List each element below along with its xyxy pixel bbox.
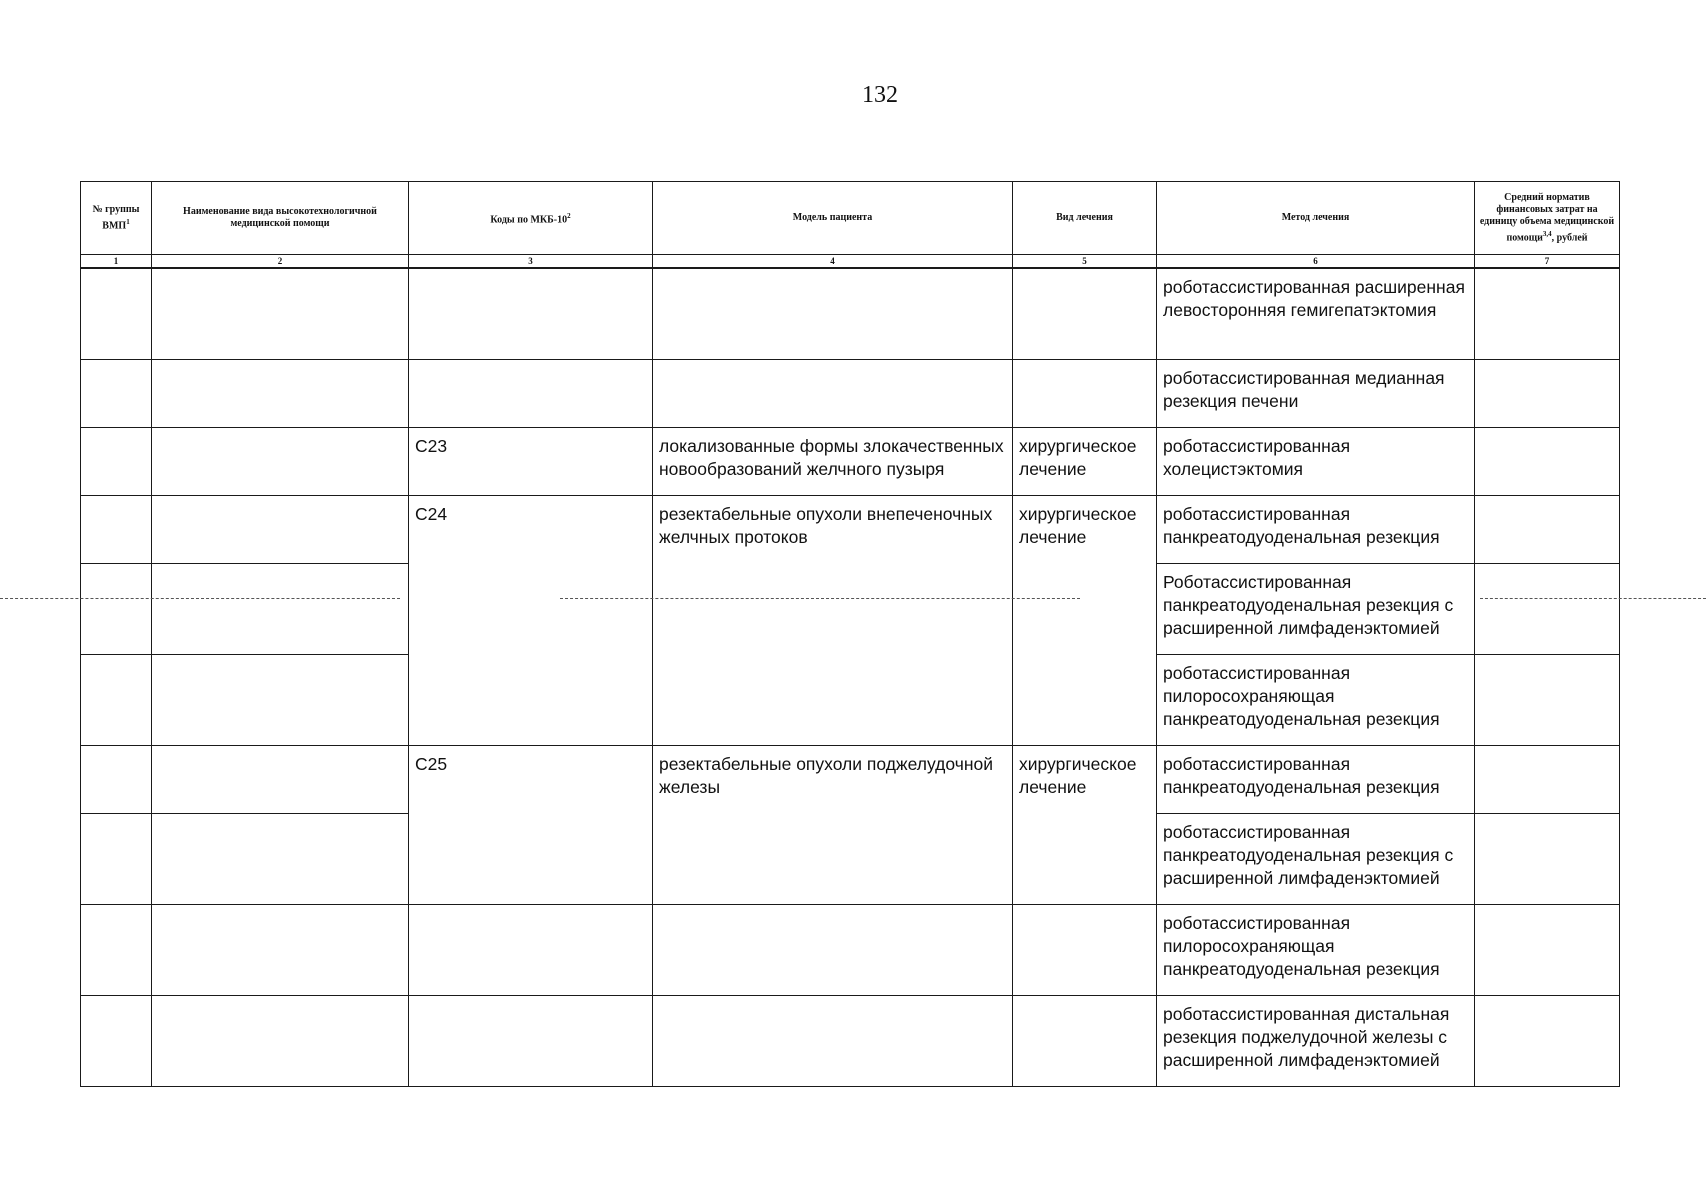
cell-cost: [1475, 904, 1620, 995]
table-row: [81, 745, 1620, 813]
scan-artifact-line: [560, 598, 1080, 599]
table-row: [81, 495, 1620, 563]
cell-empty: [1013, 904, 1157, 995]
cell-method: роботассистированная пилоросохраняющая панкреатодуоденальная резекция: [1157, 904, 1475, 995]
cell-empty: [152, 427, 409, 495]
cell-method: роботассистированная панкреатодуоденальная резекция с расширенной лимфаденэктомией: [1157, 813, 1475, 904]
cell-empty: [409, 359, 653, 427]
header-treatment-method: Метод лечения: [1157, 182, 1475, 255]
header-patient-model: Модель пациента: [653, 182, 1013, 255]
cell-icd-code: C24: [409, 495, 653, 745]
column-number: 7: [1475, 255, 1620, 269]
cell-method: роботассистированная пилоросохраняющая панкреатодуоденальная резекция: [1157, 654, 1475, 745]
cell-empty: [81, 904, 152, 995]
cell-empty: [409, 995, 653, 1086]
cell-method: роботассистированная медианная резекция печени: [1157, 359, 1475, 427]
cell-empty: [81, 268, 152, 359]
cell-empty: [152, 654, 409, 745]
table-row: [81, 427, 1620, 495]
column-number-row: [81, 255, 1620, 269]
cell-empty: [1013, 995, 1157, 1086]
cell-icd-code: C25: [409, 745, 653, 904]
column-number: 5: [1013, 255, 1157, 269]
table-row: [81, 904, 1620, 995]
column-number: 6: [1157, 255, 1475, 269]
cell-empty: [81, 563, 152, 654]
vmp-table: [80, 181, 1620, 1087]
cell-empty: [152, 813, 409, 904]
header-group-number: № группы ВМП$^1$: [81, 182, 152, 255]
cell-empty: [409, 268, 653, 359]
cell-empty: [653, 904, 1013, 995]
cell-empty: [152, 268, 409, 359]
table-row: [81, 359, 1620, 427]
table-row: [81, 995, 1620, 1086]
cell-empty: [81, 995, 152, 1086]
cell-treatment-type: хирургическое лечение: [1013, 427, 1157, 495]
cell-method: роботассистированная панкреатодуоденальная резекция: [1157, 745, 1475, 813]
cell-cost: [1475, 359, 1620, 427]
cell-cost: [1475, 268, 1620, 359]
cell-empty: [152, 563, 409, 654]
cell-empty: [653, 268, 1013, 359]
cell-empty: [81, 495, 152, 563]
header-cost-norm: Средний норматив финансовых затрат на единицу объема медицинской помощи$^{3,4}$, рублей: [1475, 182, 1620, 255]
cell-cost: [1475, 563, 1620, 654]
cell-empty: [152, 745, 409, 813]
cell-method: роботассистированная холецистэктомия: [1157, 427, 1475, 495]
cell-method: роботассистированная дистальная резекция поджелудочной железы с расширенной лимфаденэктомией: [1157, 995, 1475, 1086]
cell-empty: [152, 995, 409, 1086]
cell-patient-model: резектабельные опухоли внепеченочных желчных протоков: [653, 495, 1013, 745]
cell-empty: [152, 904, 409, 995]
cell-cost: [1475, 813, 1620, 904]
cell-cost: [1475, 495, 1620, 563]
cell-method: Роботассистированная панкреатодуоденальная резекция с расширенной лимфаденэктомией: [1157, 563, 1475, 654]
column-number: 2: [152, 255, 409, 269]
header-treatment-type: Вид лечения: [1013, 182, 1157, 255]
cell-cost: [1475, 654, 1620, 745]
cell-cost: [1475, 995, 1620, 1086]
cell-patient-model: резектабельные опухоли поджелудочной железы: [653, 745, 1013, 904]
cell-method: роботассистированная расширенная левосторонняя гемигепатэктомия: [1157, 268, 1475, 359]
cell-icd-code: C23: [409, 427, 653, 495]
cell-cost: [1475, 427, 1620, 495]
cell-empty: [409, 904, 653, 995]
cell-empty: [1013, 359, 1157, 427]
cell-patient-model: локализованные формы злокачественных новообразований желчного пузыря: [653, 427, 1013, 495]
header-care-type: Наименование вида высокотехнологичной медицинской помощи: [152, 182, 409, 255]
cell-empty: [81, 745, 152, 813]
table-row: [81, 268, 1620, 359]
cell-method: роботассистированная панкреатодуоденальная резекция: [1157, 495, 1475, 563]
header-icd-codes: Коды по МКБ-$10^2$: [409, 182, 653, 255]
cell-empty: [653, 995, 1013, 1086]
scan-artifact-line: [0, 598, 400, 599]
cell-empty: [81, 813, 152, 904]
cell-treatment-type: хирургическое лечение: [1013, 495, 1157, 745]
page-number: 132: [862, 82, 898, 108]
cell-empty: [81, 654, 152, 745]
column-number: 4: [653, 255, 1013, 269]
cell-cost: [1475, 745, 1620, 813]
cell-empty: [653, 359, 1013, 427]
column-number: 1: [81, 255, 152, 269]
scan-artifact-line: [1480, 598, 1706, 599]
cell-empty: [152, 359, 409, 427]
cell-treatment-type: хирургическое лечение: [1013, 745, 1157, 904]
cell-empty: [152, 495, 409, 563]
cell-empty: [81, 427, 152, 495]
cell-empty: [1013, 268, 1157, 359]
cell-empty: [81, 359, 152, 427]
header-row: [81, 182, 1620, 255]
column-number: 3: [409, 255, 653, 269]
